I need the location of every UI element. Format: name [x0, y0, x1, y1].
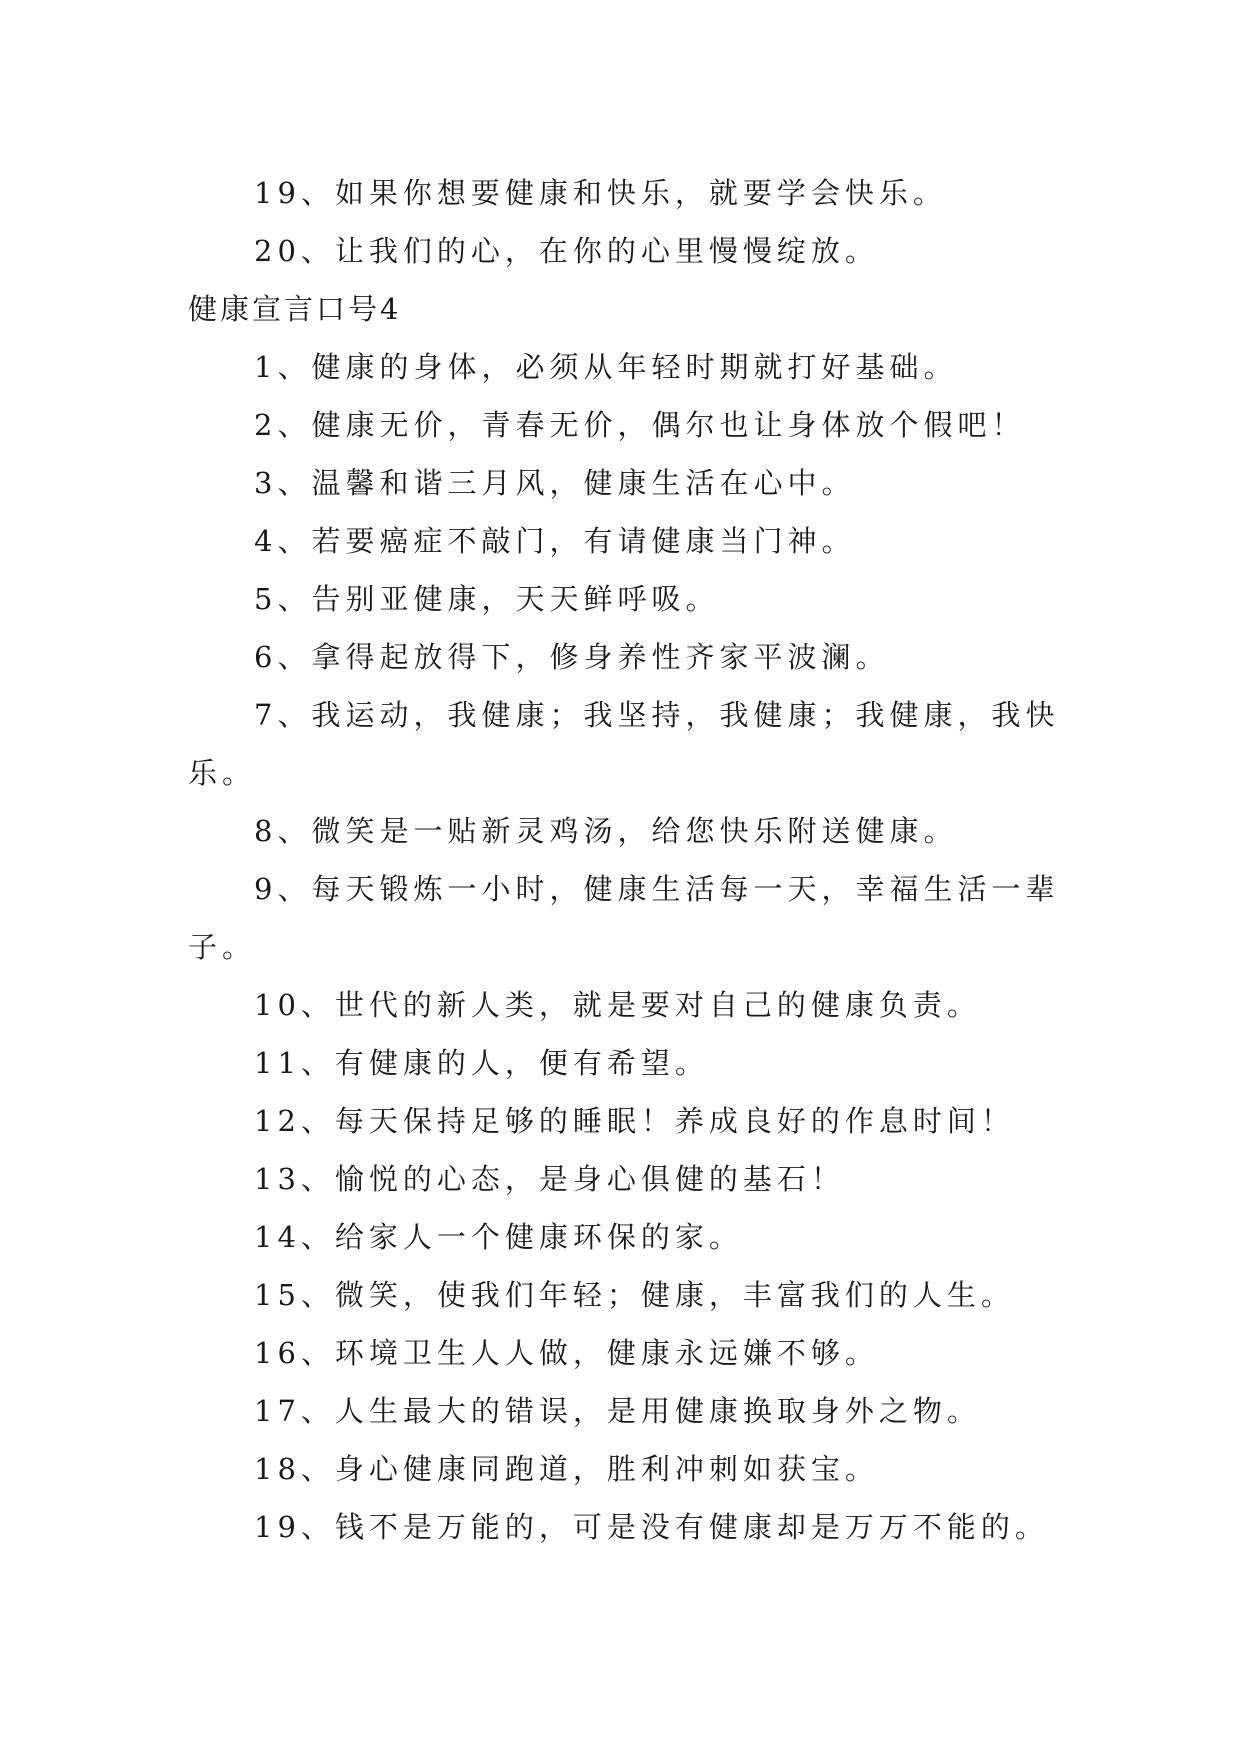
list-item: 5、告别亚健康，天天鲜呼吸。	[254, 582, 720, 616]
document-body	[188, 164, 1058, 1556]
list-item: 1、健康的身体，必须从年轻时期就打好基础。	[254, 350, 958, 384]
list-item: 10、世代的新人类，就是要对自己的健康负责。	[254, 988, 981, 1022]
list-item: 16、环境卫生人人做，健康永远嫌不够。	[254, 1336, 879, 1370]
list-item: 13、愉悦的心态，是身心俱健的基石！	[254, 1162, 845, 1196]
section-heading: 健康宣言口号4	[188, 292, 402, 326]
list-item: 11、有健康的人，便有希望。	[254, 1046, 709, 1080]
list-item-line: 7、我运动，我健康；我坚持，我健康；我健康，我快	[254, 698, 1060, 732]
list-item: 6、拿得起放得下，修身养性齐家平波澜。	[254, 640, 890, 674]
list-item: 18、身心健康同跑道，胜利冲刺如获宝。	[254, 1452, 879, 1486]
list-item: 2、健康无价，青春无价，偶尔也让身体放个假吧！	[254, 408, 1026, 442]
list-item: 12、每天保持足够的睡眠！养成良好的作息时间！	[254, 1104, 1015, 1138]
list-item-wrapped	[188, 860, 1058, 976]
list-item-line: 9、每天锻炼一小时，健康生活每一天，幸福生活一辈	[254, 872, 1060, 906]
list-item: 3、温馨和谐三月风，健康生活在心中。	[254, 466, 856, 500]
list-item: 14、给家人一个健康环保的家。	[254, 1220, 743, 1254]
paragraph-line: 20、让我们的心，在你的心里慢慢绽放。	[254, 234, 879, 268]
list-item-line: 子。	[188, 930, 257, 964]
list-item: 15、微笑，使我们年轻；健康，丰富我们的人生。	[254, 1278, 1015, 1312]
list-item-wrapped	[188, 686, 1058, 802]
list-item-line: 乐。	[188, 756, 257, 790]
list-item: 8、微笑是一贴新灵鸡汤，给您快乐附送健康。	[254, 814, 958, 848]
list-item: 17、人生最大的错误，是用健康换取身外之物。	[254, 1394, 981, 1428]
paragraph-line: 19、如果你想要健康和快乐，就要学会快乐。	[254, 176, 947, 210]
list-item: 19、钱不是万能的，可是没有健康却是万万不能的。	[254, 1510, 1049, 1544]
list-item: 4、若要癌症不敲门，有请健康当门神。	[254, 524, 856, 558]
